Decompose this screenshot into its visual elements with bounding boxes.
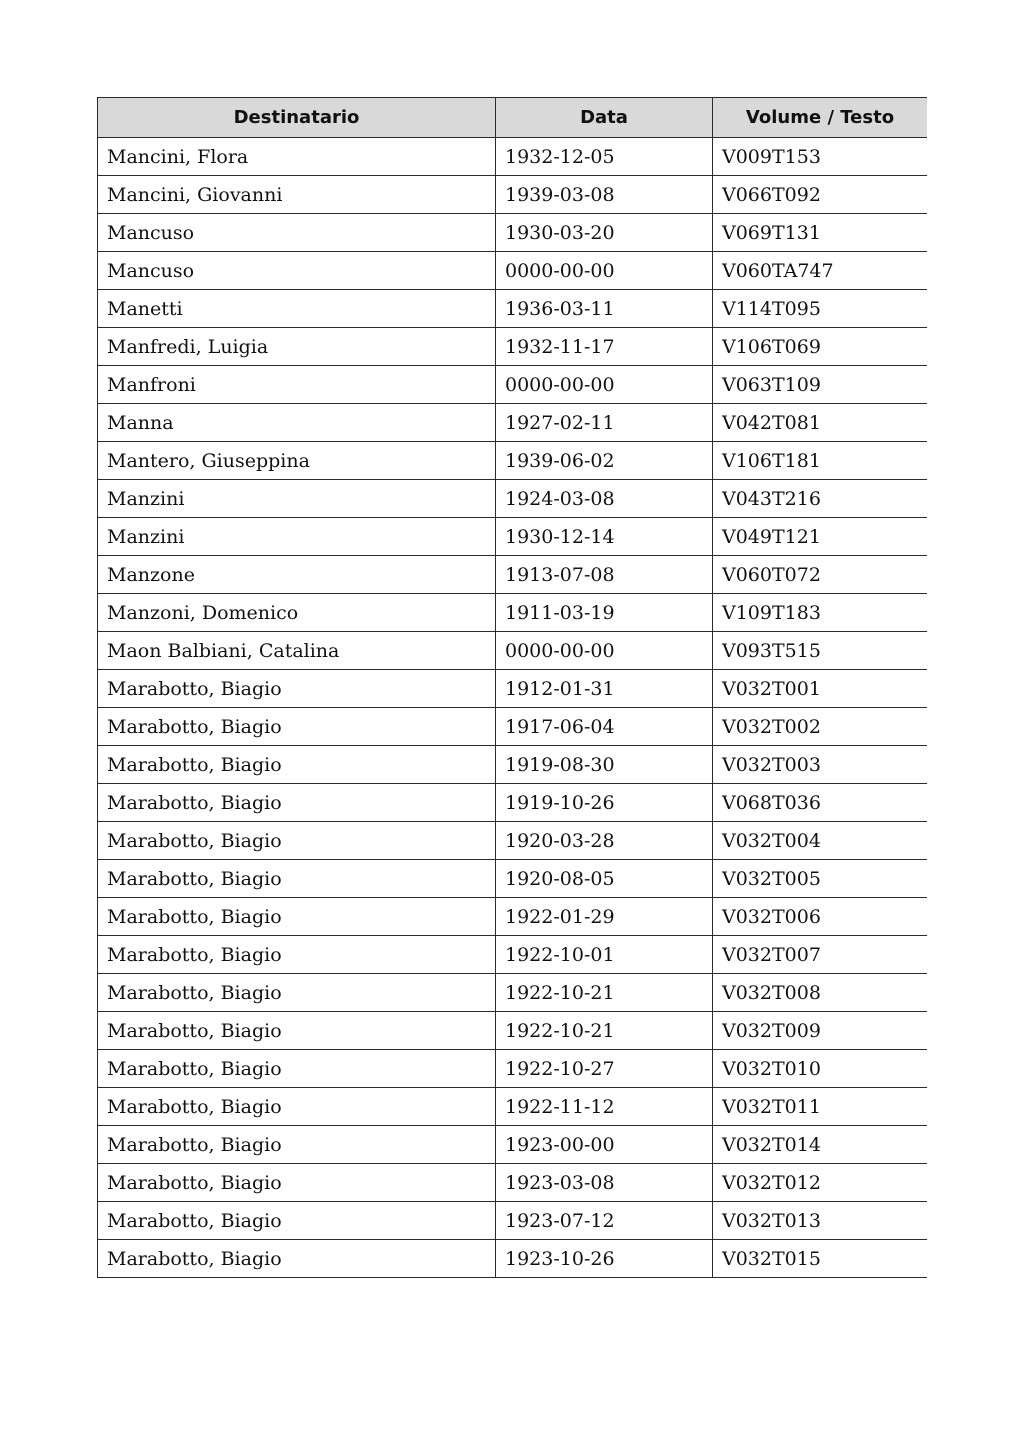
cell-destinatario: Marabotto, Biagio	[98, 1050, 496, 1088]
table-row	[98, 746, 928, 784]
table-row	[98, 822, 928, 860]
cell-data: 1936-03-11	[496, 290, 713, 328]
cell-volume-testo: V093T515	[713, 632, 928, 670]
cell-data: 1924-03-08	[496, 480, 713, 518]
cell-destinatario: Manna	[98, 404, 496, 442]
cell-data: 1912-01-31	[496, 670, 713, 708]
cell-data: 1932-12-05	[496, 138, 713, 176]
cell-destinatario: Marabotto, Biagio	[98, 1012, 496, 1050]
cell-data: 1930-03-20	[496, 214, 713, 252]
table-row	[98, 1202, 928, 1240]
table-row	[98, 632, 928, 670]
cell-data: 1923-10-26	[496, 1240, 713, 1278]
cell-volume-testo: V049T121	[713, 518, 928, 556]
cell-volume-testo: V009T153	[713, 138, 928, 176]
table-row	[98, 366, 928, 404]
cell-data: 1922-10-21	[496, 1012, 713, 1050]
table-container	[97, 97, 927, 1312]
table-header-row	[98, 98, 928, 138]
cell-destinatario: Marabotto, Biagio	[98, 670, 496, 708]
cell-volume-testo: V032T007	[713, 936, 928, 974]
cell-destinatario: Mancini, Flora	[98, 138, 496, 176]
cell-volume-testo: V032T011	[713, 1088, 928, 1126]
cell-destinatario: Marabotto, Biagio	[98, 746, 496, 784]
table-row	[98, 898, 928, 936]
cell-destinatario: Mancini, Giovanni	[98, 176, 496, 214]
cell-volume-testo: V032T012	[713, 1164, 928, 1202]
cell-destinatario: Mantero, Giuseppina	[98, 442, 496, 480]
table-row	[98, 480, 928, 518]
cell-data: 1930-12-14	[496, 518, 713, 556]
cell-data: 1922-10-21	[496, 974, 713, 1012]
header-volume-testo: Volume / Testo	[713, 98, 928, 138]
cell-volume-testo: V032T001	[713, 670, 928, 708]
cell-destinatario: Manzoni, Domenico	[98, 594, 496, 632]
cell-data: 1920-08-05	[496, 860, 713, 898]
cell-destinatario: Manfroni	[98, 366, 496, 404]
cell-data: 1920-03-28	[496, 822, 713, 860]
table-row	[98, 176, 928, 214]
cell-destinatario: Marabotto, Biagio	[98, 1088, 496, 1126]
records-table	[97, 97, 927, 1278]
cell-destinatario: Marabotto, Biagio	[98, 1126, 496, 1164]
cell-data: 1932-11-17	[496, 328, 713, 366]
cell-data: 0000-00-00	[496, 366, 713, 404]
cell-volume-testo: V032T002	[713, 708, 928, 746]
cell-destinatario: Maon Balbiani, Catalina	[98, 632, 496, 670]
cell-destinatario: Manetti	[98, 290, 496, 328]
cell-volume-testo: V109T183	[713, 594, 928, 632]
table-row	[98, 1240, 928, 1278]
cell-data: 0000-00-00	[496, 252, 713, 290]
cell-data: 1922-11-12	[496, 1088, 713, 1126]
cell-destinatario: Manfredi, Luigia	[98, 328, 496, 366]
cell-volume-testo: V032T010	[713, 1050, 928, 1088]
cell-destinatario: Mancuso	[98, 252, 496, 290]
cell-destinatario: Marabotto, Biagio	[98, 936, 496, 974]
table-row	[98, 1088, 928, 1126]
cell-destinatario: Manzone	[98, 556, 496, 594]
table-row	[98, 518, 928, 556]
cell-data: 1923-07-12	[496, 1202, 713, 1240]
cell-destinatario: Manzini	[98, 518, 496, 556]
table-row	[98, 252, 928, 290]
cell-data: 1927-02-11	[496, 404, 713, 442]
cell-volume-testo: V066T092	[713, 176, 928, 214]
cell-volume-testo: V069T131	[713, 214, 928, 252]
cell-data: 1919-08-30	[496, 746, 713, 784]
cell-destinatario: Marabotto, Biagio	[98, 974, 496, 1012]
cell-volume-testo: V106T069	[713, 328, 928, 366]
cell-volume-testo: V032T008	[713, 974, 928, 1012]
cell-volume-testo: V068T036	[713, 784, 928, 822]
cell-destinatario: Manzini	[98, 480, 496, 518]
cell-data: 1923-00-00	[496, 1126, 713, 1164]
header-destinatario: Destinatario	[98, 98, 496, 138]
cell-data: 1939-06-02	[496, 442, 713, 480]
cell-volume-testo: V032T014	[713, 1126, 928, 1164]
cell-destinatario: Marabotto, Biagio	[98, 898, 496, 936]
cell-destinatario: Marabotto, Biagio	[98, 1164, 496, 1202]
cell-data: 1911-03-19	[496, 594, 713, 632]
cell-volume-testo: V060T072	[713, 556, 928, 594]
header-data: Data	[496, 98, 713, 138]
table-row	[98, 214, 928, 252]
table-row	[98, 784, 928, 822]
cell-volume-testo: V060TA747	[713, 252, 928, 290]
table-row	[98, 328, 928, 366]
cell-data: 1939-03-08	[496, 176, 713, 214]
cell-volume-testo: V032T015	[713, 1240, 928, 1278]
table-row	[98, 1164, 928, 1202]
cell-volume-testo: V106T181	[713, 442, 928, 480]
cell-data: 1923-03-08	[496, 1164, 713, 1202]
table-row	[98, 1050, 928, 1088]
cell-volume-testo: V032T005	[713, 860, 928, 898]
table-row	[98, 594, 928, 632]
cell-volume-testo: V032T004	[713, 822, 928, 860]
cell-data: 1922-10-27	[496, 1050, 713, 1088]
table-row	[98, 290, 928, 328]
cell-data: 1917-06-04	[496, 708, 713, 746]
cell-volume-testo: V114T095	[713, 290, 928, 328]
cell-volume-testo: V032T003	[713, 746, 928, 784]
cell-destinatario: Marabotto, Biagio	[98, 860, 496, 898]
cell-destinatario: Mancuso	[98, 214, 496, 252]
table-row	[98, 936, 928, 974]
table-row	[98, 556, 928, 594]
table-row	[98, 404, 928, 442]
table-row	[98, 138, 928, 176]
table-row	[98, 1126, 928, 1164]
table-row	[98, 1012, 928, 1050]
cell-volume-testo: V032T013	[713, 1202, 928, 1240]
cell-data: 0000-00-00	[496, 632, 713, 670]
cell-volume-testo: V043T216	[713, 480, 928, 518]
cell-data: 1919-10-26	[496, 784, 713, 822]
cell-volume-testo: V032T009	[713, 1012, 928, 1050]
cell-data: 1922-01-29	[496, 898, 713, 936]
table-row	[98, 974, 928, 1012]
cell-data: 1922-10-01	[496, 936, 713, 974]
cell-destinatario: Marabotto, Biagio	[98, 708, 496, 746]
cell-data: 1913-07-08	[496, 556, 713, 594]
cell-destinatario: Marabotto, Biagio	[98, 784, 496, 822]
cell-volume-testo: V063T109	[713, 366, 928, 404]
cell-volume-testo: V042T081	[713, 404, 928, 442]
cell-destinatario: Marabotto, Biagio	[98, 1240, 496, 1278]
table-body	[98, 138, 928, 1278]
table-row	[98, 670, 928, 708]
cell-volume-testo: V032T006	[713, 898, 928, 936]
table-row	[98, 860, 928, 898]
cell-destinatario: Marabotto, Biagio	[98, 822, 496, 860]
table-row	[98, 442, 928, 480]
cell-destinatario: Marabotto, Biagio	[98, 1202, 496, 1240]
table-row	[98, 708, 928, 746]
